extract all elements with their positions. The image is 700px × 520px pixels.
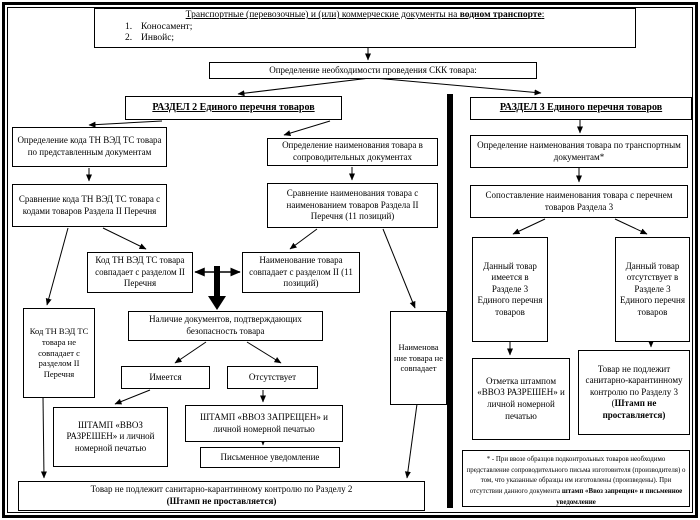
box-define-code: Определение кода ТН ВЭД ТС товара по представленным документам (12, 127, 167, 167)
list-item: 2. Инвойс; (125, 33, 175, 44)
box-absent: Отсутствует (227, 366, 318, 389)
section3-header: РАЗДЕЛ 3 Единого перечня товаров (470, 97, 692, 120)
box-stamp-allowed: ШТАМП «ВВОЗ РАЗРЕШЕН» и личной номерной печатью (53, 407, 168, 467)
list-item: 1. Коносамент; (125, 21, 193, 32)
box-not-in-section3: Данный товар отсутствует в Разделе 3 Единого перечня товаров (615, 237, 690, 342)
box-mark-stamp-allowed: Отметка штампом «ВВОЗ РАЗРЕШЕН» и личной номерной печатью (472, 358, 570, 440)
box-name-match: Наименование товара совпадает с разделом II (11 позиций) (242, 252, 360, 293)
box-define-name: Определение наименования товара в сопроводительных документах (267, 138, 438, 166)
box-no-control-section3: Товар не подлежит санитарно-карантинному контролю по Разделу 3 (Штамп не проставляется) (578, 350, 690, 435)
section2-header: РАЗДЕЛ 2 Единого перечня товаров (125, 96, 342, 120)
box-transport-documents (94, 8, 636, 48)
footnote-box: * - При ввозе образцов подконтрольных товаров необходимо представление сопроводительного письма изготовителя (производителя) о том, что указанные образцы им изготовлены (произведены). При отсутствии данного документа штамп «Ввоз запрещен» и письменное уведомление (462, 450, 690, 507)
box-code-no-match: Код ТН ВЭД ТС товара не совпадает с разделом II Перечня (23, 308, 95, 398)
box-stamp-prohibited: ШТАМП «ВВОЗ ЗАПРЕЩЕН» и личной номерной печатью (185, 405, 343, 442)
box-docs-safety: Наличие документов, подтверждающих безопасность товара (128, 311, 323, 341)
box-compare-code: Сравнение кода ТН ВЭД ТС товара с кодами товаров Раздела II Перечня (12, 184, 167, 227)
box-match-list-3: Сопоставление наименования товара с перечнем товаров Раздела 3 (470, 185, 688, 218)
box-no-control-section2: Товар не подлежит санитарно-карантинному контролю по Разделу 2 (Штамп не проставляется) (18, 481, 425, 511)
box-skk-need: Определение необходимости проведения СКК товара: (209, 62, 537, 79)
box-written-notice: Письменное уведомление (200, 447, 340, 468)
transport-documents-list (125, 22, 631, 45)
section-divider (447, 94, 453, 508)
box-in-section3: Данный товар имеется в Разделе 3 Единого перечня товаров (472, 237, 548, 342)
box-code-match: Код ТН ВЭД ТС товара совпадает с разделом II Перечня (87, 252, 193, 293)
box-name-no-match: Наименова ние товара не совпадает (390, 311, 447, 405)
box-present: Имеется (121, 366, 210, 389)
box-compare-name: Сравнение наименования товара с наименованием товаров Раздела II Перечня (11 позиций) (267, 183, 438, 228)
box-define-name-transport: Определение наименования товара по транспортным документам* (470, 135, 688, 168)
transport-documents-title: Транспортные (перевозочные) и (или) коммерческие документы на водном транспорте: (185, 10, 545, 20)
